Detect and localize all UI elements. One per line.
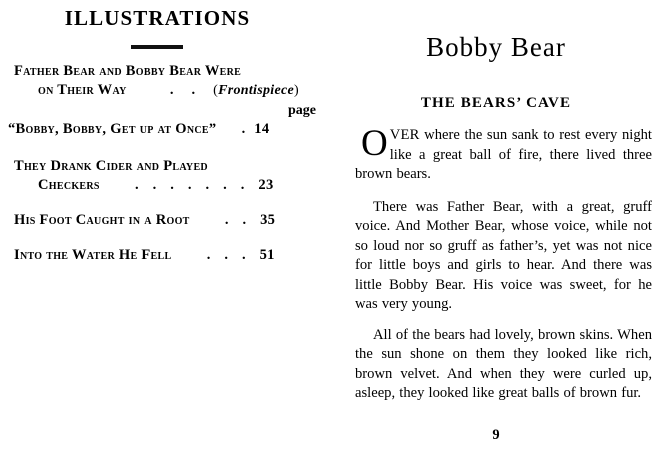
- heading-divider: [131, 45, 183, 49]
- list-item: [0, 211, 330, 230]
- page-number: 9: [492, 427, 500, 443]
- entry-page-number: 51: [259, 247, 275, 263]
- frontispiece-label: Frontispiece: [218, 83, 294, 98]
- entry-page-ref: (Frontispiece): [213, 83, 299, 98]
- entry-title-line2: Checkers: [38, 177, 100, 193]
- list-item: [0, 246, 330, 265]
- illustrations-list: [0, 62, 330, 276]
- entry-page-number: 14: [254, 121, 270, 137]
- entry-title-line1: They Drank Cider and Played: [14, 158, 208, 174]
- entry-title-line1: Father Bear and Bobby Bear Were: [14, 63, 242, 79]
- entry-title-line2: on Their Way: [38, 82, 127, 98]
- story-page: [340, 0, 659, 457]
- paragraph: [355, 123, 652, 185]
- list-item: [0, 103, 330, 139]
- page-column-header: page: [288, 103, 316, 118]
- book-title: Bobby Bear: [426, 32, 566, 62]
- entry-title-line1: “Bobby, Bobby, Get up at Once”: [8, 121, 217, 137]
- leader-dots: ..: [126, 82, 214, 98]
- entry-page-number: 35: [260, 212, 276, 228]
- paragraph: There was Father Bear, with a great, gruff voice. And Mother Bear, whose voice, while not so loud nor so gruff as father’s, yet was not nice for little boys and girls to hear. And there was little Bobby Bear. His voice was sweet, for he was very young.: [355, 198, 652, 312]
- paragraph: All of the bears had lovely, brown skins. When the sun shone on them they looked like rich, brown velvet. And when they were curled up, asleep, they looked like great balls of brown fur.: [355, 326, 652, 401]
- list-item: [0, 62, 330, 100]
- entry-title-line1: Into the Water He Fell: [14, 247, 172, 263]
- chapter-title: THE BEARS’ CAVE: [420, 95, 572, 111]
- leader-dots: ...: [171, 247, 260, 263]
- entry-title-line1: His Foot Caught in a Root: [14, 212, 190, 228]
- list-item: [0, 157, 330, 195]
- opening-caps-run: VER: [389, 127, 420, 143]
- paragraph-text: where the sun sank to rest every night like a great ball of fire, there lived three brown bears.: [355, 127, 652, 182]
- leader-dots: ..: [189, 212, 261, 228]
- page-title: ILLUSTRATIONS: [64, 6, 251, 30]
- drop-cap: O: [361, 123, 388, 164]
- story-text: [355, 123, 652, 415]
- entry-page-number: 23: [258, 177, 274, 193]
- leader-dots: .: [216, 121, 255, 137]
- leader-dots: .......: [99, 177, 259, 193]
